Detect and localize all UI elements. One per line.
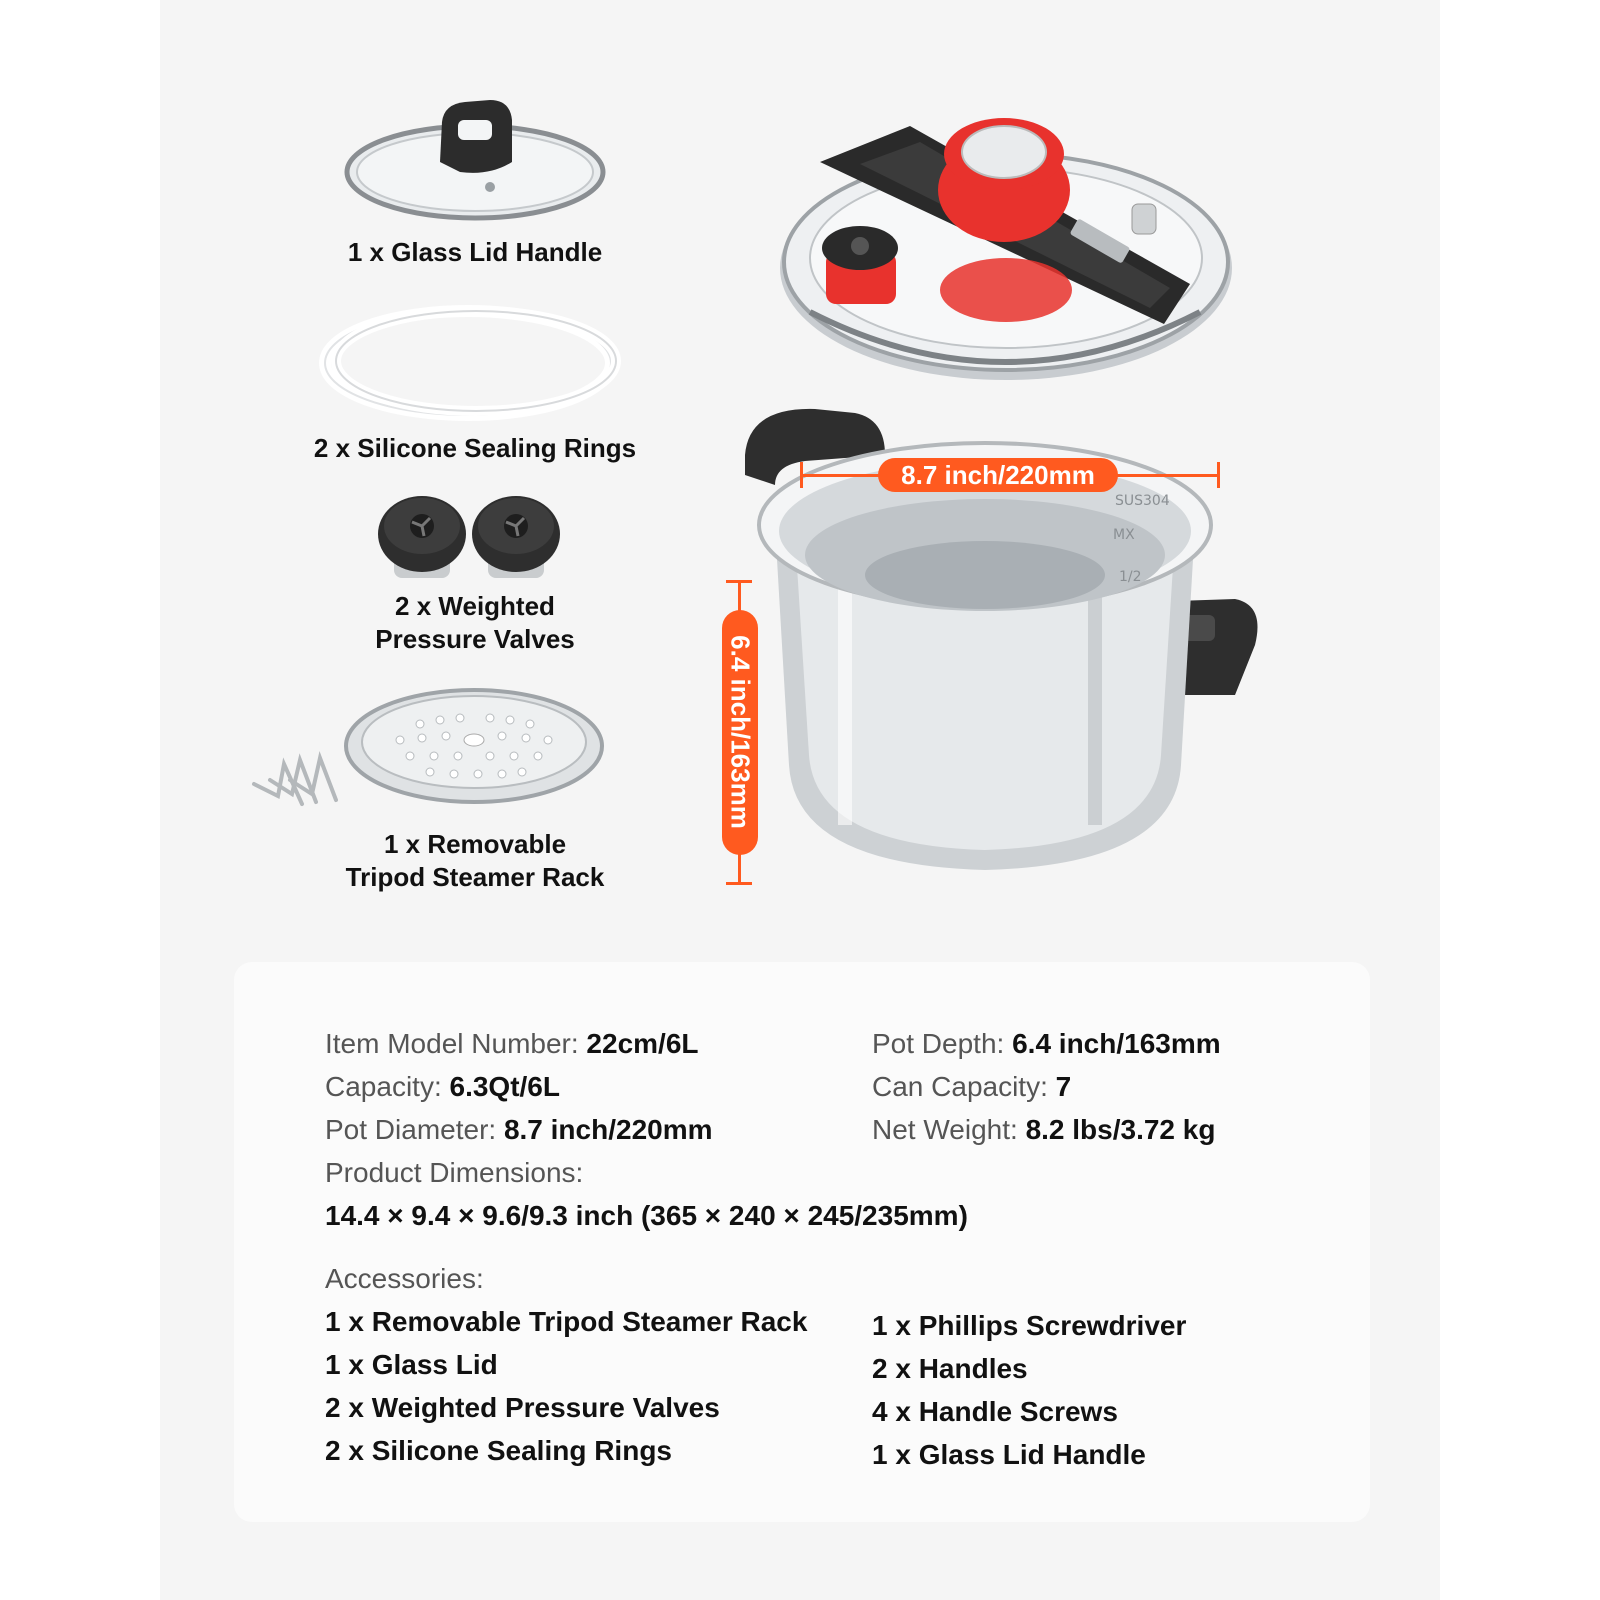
glass-lid-handle-label: 1 x Glass Lid Handle [347,237,603,267]
pot-marking-max: MX [1113,527,1135,543]
spec-diameter-value: 8.7 inch/220mm [503,1114,713,1145]
accessory-right-2: 2 x Handles [872,1353,1028,1384]
steamer-rack-label [300,828,650,894]
spec-net-weight-label: Net Weight: [872,1114,1018,1145]
sealing-rings-image [318,305,624,423]
depth-dimension [722,580,758,885]
glass-lid-image [340,92,610,232]
pot-marking-steel: SUS304 [1115,493,1170,509]
spec-depth-value: 6.4 inch/163mm [1012,1028,1221,1059]
accessory-right-3: 4 x Handle Screws [872,1396,1118,1427]
spec-model-label: Item Model Number: [325,1028,579,1059]
cooker-lid-image [770,112,1250,402]
diameter-dimension-tick-left [800,462,803,488]
accessory-left-2: 1 x Glass Lid [325,1349,498,1380]
accessory-left-4: 2 x Silicone Sealing Rings [325,1435,672,1466]
spec-model-value: 22cm/6L [586,1028,699,1059]
pressure-valves-label [300,590,650,656]
steamer-rack-label-line2: Tripod Steamer Rack [345,862,605,892]
accessories-label: Accessories: [325,1263,484,1294]
spec-can-capacity [872,1069,1071,1105]
spec-net-weight-value: 8.2 lbs/3.72 kg [1025,1114,1216,1145]
spec-dimensions-value: 14.4 × 9.4 × 9.6/9.3 inch (365 × 240 × 245/235mm) [325,1200,968,1231]
spec-can-capacity-value: 7 [1055,1071,1072,1102]
spec-capacity [325,1069,560,1105]
spec-capacity-value: 6.3Qt/6L [449,1071,560,1102]
depth-badge-text: 6.4 inch/163mm [725,635,756,829]
spec-model [325,1026,699,1062]
spec-diameter [325,1112,713,1148]
spec-capacity-label: Capacity: [325,1071,442,1102]
depth-badge [722,610,758,855]
pressure-valves-label-line2: Pressure Valves [375,624,575,654]
accessory-left-3: 2 x Weighted Pressure Valves [325,1392,720,1423]
spec-depth-label: Pot Depth: [872,1028,1005,1059]
pot-marking-half: 1/2 [1119,569,1142,585]
accessory-right-1: 1 x Phillips Screwdriver [872,1310,1187,1341]
spec-can-capacity-label: Can Capacity: [872,1071,1048,1102]
spec-diameter-label: Pot Diameter: [325,1114,497,1145]
depth-dimension-tick-bottom [726,882,752,885]
spec-dimensions [325,1155,583,1191]
spec-dimensions-label: Product Dimensions: [325,1157,584,1188]
depth-dimension-tick-top [726,580,752,583]
sealing-rings-label: 2 x Silicone Sealing Rings [313,433,637,463]
steamer-rack-label-line1: 1 x Removable [383,829,567,859]
diameter-dimension [800,458,1220,492]
spec-net-weight [872,1112,1215,1148]
pressure-valves-label-line1: 2 x Weighted [395,591,555,621]
steamer-rack-image [250,684,610,824]
diameter-badge: 8.7 inch/220mm [878,458,1118,492]
spec-depth [872,1026,1221,1062]
accessory-right-4: 1 x Glass Lid Handle [872,1439,1146,1470]
diameter-dimension-tick-right [1217,462,1220,488]
accessory-left-1: 1 x Removable Tripod Steamer Rack [325,1306,808,1337]
pressure-valves-image [378,496,568,586]
accessories-heading [325,1261,484,1297]
